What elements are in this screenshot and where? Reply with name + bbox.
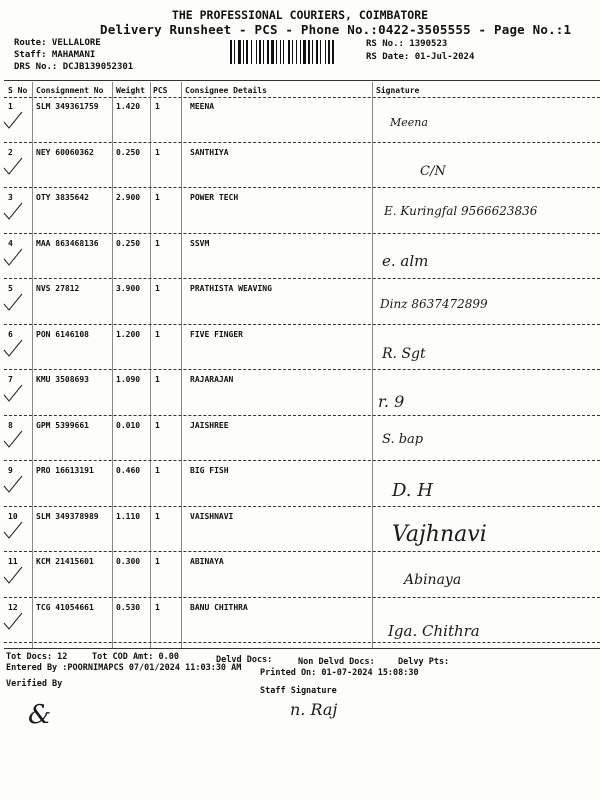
column-divider bbox=[181, 82, 182, 648]
barcode-bar bbox=[320, 40, 321, 64]
row-signature-handwriting: R. Sgt bbox=[382, 346, 426, 362]
barcode-bar bbox=[267, 40, 269, 64]
row-separator bbox=[4, 324, 600, 325]
barcode-bar bbox=[256, 40, 257, 64]
row-consignment-number: SLM 349361759 bbox=[36, 102, 99, 111]
barcode-bar bbox=[230, 40, 232, 64]
delivery-points: Delvy Pts: bbox=[398, 657, 450, 667]
verified-by-label: Verified By bbox=[6, 679, 63, 689]
tick-mark-icon bbox=[2, 156, 24, 176]
column-divider bbox=[372, 82, 373, 648]
verifier-signature-handwriting: & bbox=[28, 700, 52, 730]
col-header-signature: Signature bbox=[376, 86, 420, 95]
row-consignment-number: TCG 41054661 bbox=[36, 602, 94, 612]
row-signature-handwriting: C/N bbox=[420, 164, 446, 179]
barcode-bar bbox=[308, 40, 310, 64]
row-separator bbox=[4, 506, 600, 507]
row-weight: 2.900 bbox=[116, 193, 141, 202]
row-signature-handwriting: Iga. Chithra bbox=[388, 622, 480, 640]
row-consignment-number: KCM 21415601 bbox=[36, 557, 94, 566]
rs-number: RS No.: 1390523 bbox=[366, 39, 448, 49]
row-separator bbox=[4, 460, 600, 461]
tick-mark-icon bbox=[2, 292, 24, 312]
row-weight: 1.420 bbox=[116, 102, 141, 111]
tick-mark-icon bbox=[2, 338, 24, 358]
entered-by: Entered By :POORNIMAPCS 07/01/2024 11:03:30 AM bbox=[6, 663, 242, 673]
route-label: Route: VELLALORE bbox=[14, 38, 101, 48]
row-serial-number: 9 bbox=[8, 466, 13, 475]
tick-mark-icon bbox=[2, 247, 24, 267]
row-consignee: RAJARAJAN bbox=[190, 375, 234, 384]
tick-mark-stroke bbox=[4, 203, 22, 219]
row-pieces: 1 bbox=[155, 238, 160, 248]
row-serial-number: 2 bbox=[8, 147, 13, 157]
row-signature-handwriting: e. alm bbox=[382, 252, 429, 270]
runsheet-subtitle: Delivery Runsheet - PCS - Phone No.:0422-3505555 - Page No.:1 bbox=[100, 22, 572, 37]
barcode-bar bbox=[325, 40, 326, 64]
tick-mark-icon bbox=[2, 520, 24, 540]
barcode-bar bbox=[312, 40, 313, 64]
delivered-docs: Delvd Docs: bbox=[216, 655, 273, 665]
tick-mark-icon bbox=[2, 201, 24, 221]
row-consignee: BIG FISH bbox=[190, 466, 229, 475]
row-pieces: 1 bbox=[155, 102, 160, 111]
row-signature-handwriting: Abinaya bbox=[404, 572, 462, 588]
barcode-bar bbox=[300, 40, 301, 64]
row-consignee: VAISHNAVI bbox=[190, 511, 234, 521]
staff-signature-handwriting: n. Raj bbox=[290, 700, 338, 719]
barcode-bar bbox=[263, 40, 264, 64]
column-divider bbox=[150, 82, 151, 648]
row-consignee: SANTHIYA bbox=[190, 147, 229, 157]
barcode-bar bbox=[283, 40, 284, 64]
row-consignee: MEENA bbox=[190, 102, 215, 111]
row-pieces: 1 bbox=[155, 147, 160, 157]
tick-mark-icon bbox=[2, 110, 24, 130]
row-serial-number: 12 bbox=[8, 602, 18, 612]
row-separator bbox=[4, 187, 600, 188]
row-weight: 1.090 bbox=[116, 375, 141, 384]
row-signature-handwriting: S. bap bbox=[382, 432, 424, 447]
tick-mark-stroke bbox=[4, 158, 22, 174]
row-pieces: 1 bbox=[155, 375, 160, 384]
printed-on: Printed On: 01-07-2024 15:08:30 bbox=[260, 668, 419, 678]
row-serial-number: 6 bbox=[8, 329, 13, 339]
col-header-weight: Weight bbox=[116, 86, 145, 95]
tick-mark-stroke bbox=[4, 613, 22, 629]
row-signature-handwriting: r. 9 bbox=[378, 392, 405, 411]
row-pieces: 1 bbox=[155, 420, 160, 430]
barcode-bar bbox=[280, 40, 281, 64]
row-separator bbox=[4, 369, 600, 370]
staff-label: Staff: MAHAMANI bbox=[14, 50, 96, 60]
barcode-bar bbox=[259, 40, 261, 64]
tick-mark-stroke bbox=[4, 249, 22, 265]
barcode-bar bbox=[303, 40, 306, 64]
tick-mark-stroke bbox=[4, 385, 22, 401]
tick-mark-icon bbox=[2, 383, 24, 403]
row-consignment-number: PON 6146108 bbox=[36, 329, 89, 339]
row-serial-number: 10 bbox=[8, 511, 18, 521]
row-serial-number: 8 bbox=[8, 420, 13, 430]
row-weight: 0.530 bbox=[116, 602, 141, 612]
row-weight: 1.200 bbox=[116, 329, 141, 339]
row-weight: 0.010 bbox=[116, 420, 141, 430]
tick-mark-icon bbox=[2, 429, 24, 449]
row-weight: 0.460 bbox=[116, 466, 141, 475]
col-header-pcs: PCS bbox=[153, 86, 168, 95]
row-consignment-number: NEY 60060362 bbox=[36, 147, 94, 157]
barcode-image bbox=[230, 40, 355, 64]
row-consignment-number: KMU 3508693 bbox=[36, 375, 89, 384]
row-separator bbox=[4, 142, 600, 143]
row-pieces: 1 bbox=[155, 284, 160, 293]
row-signature-handwriting: D. H bbox=[392, 480, 433, 501]
tick-mark-stroke bbox=[4, 567, 22, 583]
barcode-bar bbox=[292, 40, 293, 64]
header-top-rule bbox=[4, 80, 600, 81]
row-separator bbox=[4, 642, 600, 643]
row-consignee: FIVE FINGER bbox=[190, 329, 243, 339]
barcode-bar bbox=[316, 40, 318, 64]
company-title: THE PROFESSIONAL COURIERS, COIMBATORE bbox=[171, 8, 429, 22]
row-separator bbox=[4, 278, 600, 279]
column-divider bbox=[32, 82, 33, 648]
row-weight: 1.110 bbox=[116, 511, 141, 521]
row-consignee: JAISHREE bbox=[190, 420, 229, 430]
row-consignee: PRATHISTA WEAVING bbox=[190, 284, 272, 293]
barcode-bar bbox=[276, 40, 277, 64]
row-consignee: SSVM bbox=[190, 238, 210, 248]
row-separator bbox=[4, 551, 600, 552]
barcode-bar bbox=[288, 40, 290, 64]
row-serial-number: 11 bbox=[8, 557, 18, 566]
barcode-bar bbox=[238, 40, 241, 64]
row-consignment-number: NVS 27812 bbox=[36, 284, 80, 293]
tick-mark-icon bbox=[2, 565, 24, 585]
staff-signature-label: Staff Signature bbox=[260, 686, 337, 696]
tick-mark-stroke bbox=[4, 476, 22, 492]
total-docs: Tot Docs: 12 bbox=[6, 652, 68, 662]
tick-mark-stroke bbox=[4, 340, 22, 356]
row-consignment-number: OTY 3835642 bbox=[36, 193, 89, 202]
col-header-sno: S No bbox=[8, 86, 28, 95]
row-weight: 0.250 bbox=[116, 238, 141, 248]
tick-mark-stroke bbox=[4, 112, 22, 128]
row-weight: 0.300 bbox=[116, 557, 141, 566]
total-cod-amount: Tot COD Amt: 0.00 bbox=[92, 652, 179, 662]
row-serial-number: 3 bbox=[8, 193, 13, 202]
tick-mark-stroke bbox=[4, 522, 22, 538]
column-divider bbox=[112, 82, 113, 648]
barcode-bar bbox=[296, 40, 297, 64]
col-header-consignment: Consignment No bbox=[36, 86, 104, 95]
tick-mark-stroke bbox=[4, 294, 22, 310]
barcode-bar bbox=[332, 40, 334, 64]
barcode-bar bbox=[328, 40, 330, 64]
barcode-bar bbox=[246, 40, 248, 64]
non-delivered-docs: Non Delvd Docs: bbox=[298, 657, 375, 667]
row-pieces: 1 bbox=[155, 466, 160, 475]
row-signature-handwriting: E. Kuringfal 9566623836 bbox=[384, 204, 538, 218]
row-consignee: ABINAYA bbox=[190, 557, 224, 566]
row-serial-number: 7 bbox=[8, 375, 13, 384]
barcode-bar bbox=[271, 40, 274, 64]
row-serial-number: 5 bbox=[8, 284, 13, 293]
row-serial-number: 4 bbox=[8, 238, 13, 248]
tick-mark-icon bbox=[2, 611, 24, 631]
row-pieces: 1 bbox=[155, 193, 160, 202]
row-weight: 3.900 bbox=[116, 284, 141, 293]
row-pieces: 1 bbox=[155, 557, 160, 566]
header-bottom-rule bbox=[4, 97, 600, 98]
row-consignment-number: SLM 349378989 bbox=[36, 511, 99, 521]
footer-rule bbox=[4, 648, 600, 649]
tick-mark-stroke bbox=[4, 431, 22, 447]
row-pieces: 1 bbox=[155, 329, 160, 339]
row-consignment-number: PRO 16613191 bbox=[36, 466, 94, 475]
barcode-bar bbox=[251, 40, 252, 64]
row-serial-number: 1 bbox=[8, 102, 13, 111]
row-signature-handwriting: Vajhnavi bbox=[392, 522, 487, 547]
row-separator bbox=[4, 597, 600, 598]
barcode-bar bbox=[234, 40, 235, 64]
row-pieces: 1 bbox=[155, 511, 160, 521]
barcode-bar bbox=[243, 40, 244, 64]
row-consignee: BANU CHITHRA bbox=[190, 602, 248, 612]
row-consignment-number: GPM 5399661 bbox=[36, 420, 89, 430]
rs-date: RS Date: 01-Jul-2024 bbox=[366, 52, 475, 62]
row-signature-handwriting: Dinz 8637472899 bbox=[380, 297, 488, 311]
row-signature-handwriting: Meena bbox=[390, 116, 428, 129]
row-separator bbox=[4, 415, 600, 416]
col-header-consignee: Consignee Details bbox=[185, 86, 267, 95]
drs-number: DRS No.: DCJB139052301 bbox=[14, 62, 134, 72]
row-separator bbox=[4, 233, 600, 234]
tick-mark-icon bbox=[2, 474, 24, 494]
row-consignment-number: MAA 863468136 bbox=[36, 238, 99, 248]
row-weight: 0.250 bbox=[116, 147, 141, 157]
row-consignee: POWER TECH bbox=[190, 193, 239, 202]
row-pieces: 1 bbox=[155, 602, 160, 612]
